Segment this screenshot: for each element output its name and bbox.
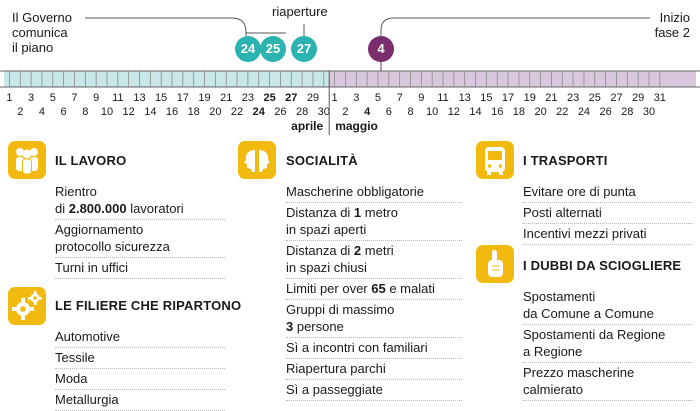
may-day-label: 29 [632,92,645,104]
faces-icon [238,141,276,179]
marker-24: 24 [235,36,261,62]
april-day-label: 6 [60,106,67,118]
list-trasporti [523,182,693,245]
may-day-label: 23 [566,92,580,104]
list-item: Mascherine obbligatorie [286,182,462,203]
list-dubbi [523,287,693,401]
section-title-socialita: SOCIALITÀ [286,153,358,168]
list-item: Incentivi mezzi privati [523,224,693,245]
april-day-label: 21 [220,92,233,104]
section-title-dubbi: I DUBBI DA SCIOGLIERE [523,258,682,273]
hand-icon [476,245,514,283]
april-day-label: 28 [295,106,309,118]
may-day-label: 19 [523,92,536,104]
april-day-label: 19 [198,92,211,104]
april-day-label: 14 [144,106,157,118]
april-day-label: 27 [285,92,298,104]
may-day-label: 6 [385,106,392,118]
april-day-label: 10 [100,106,114,118]
section-title-trasporti: I TRASPORTI [523,153,608,168]
may-day-label: 11 [437,92,449,104]
list-item: Evitare ore di punta [523,182,693,203]
may-day-label: 1 [331,92,338,104]
list-item: Metallurgia [55,390,225,411]
april-day-label: 26 [274,106,287,118]
may-day-label: 5 [374,92,382,104]
list-item: Aggiornamento protocollo sicurezza [55,220,225,258]
may-day-label: 31 [653,92,666,104]
section-title-filiere: LE FILIERE CHE RIPARTONO [55,298,242,313]
list-socialita [286,182,462,401]
may-day-label: 14 [469,106,482,118]
list-lavoro [55,182,225,279]
april-day-label: 4 [38,106,46,118]
list-item: Spostamenti da Regione a Regione [523,325,693,363]
list-item: Turni in uffici [55,258,225,279]
april-day-label: 23 [241,92,255,104]
april-day-label: 9 [93,92,100,104]
april-day-label: 12 [122,106,135,118]
april-day-label: 16 [165,106,179,118]
may-day-label: 25 [588,92,601,104]
bus-icon [476,141,514,179]
timeline [0,55,700,135]
list-item: Prezzo mascherine calmierato [523,363,693,401]
april-day-label: 13 [133,92,146,104]
may-day-label: 26 [599,106,612,118]
list-item: Tessile [55,348,225,369]
may-day-label: 17 [501,92,515,104]
may-day-label: 4 [364,106,371,118]
may-day-label: 28 [621,106,634,118]
april-day-label: 29 [306,92,320,104]
gears-icon [8,287,46,325]
marker-27: 27 [291,36,317,62]
annotation-inizio-fase-2: Inizio fase 2 [654,10,690,40]
month-label-april: aprile [291,119,324,133]
list-item: Spostamenti da Comune a Comune [523,287,693,325]
april-day-label: 5 [49,92,56,104]
april-day-label: 8 [82,106,89,118]
april-day-label: 15 [155,92,168,104]
list-item: Automotive [55,327,225,348]
april-day-label: 25 [263,92,276,104]
may-day-label: 8 [407,106,414,118]
april-day-label: 3 [28,92,35,104]
list-item: Posti alternati [523,203,693,224]
may-day-label: 9 [418,92,425,104]
may-day-label: 2 [342,106,349,118]
april-day-label: 22 [230,106,244,118]
annotation-governo: Il Governo comunica il piano [12,10,72,55]
may-day-label: 27 [610,92,623,104]
april-day-label: 11 [112,92,124,104]
may-day-label: 18 [512,106,526,118]
list-item: Sì a passeggiate [286,380,462,401]
may-day-label: 15 [480,92,493,104]
may-day-label: 24 [577,106,591,118]
may-day-label: 22 [556,106,569,118]
list-item: Gruppi di massimo 3 persone [286,300,462,338]
april-day-label: 20 [209,106,222,118]
may-day-label: 7 [396,92,403,104]
marker-4: 4 [368,36,394,62]
may-day-label: 30 [642,106,656,118]
list-item: Sì a incontri con familiari [286,338,462,359]
annotation-riaperture: riaperture [272,4,328,19]
marker-25: 25 [260,36,286,62]
month-label-may: maggio [335,119,378,133]
april-day-label: 7 [71,92,78,104]
may-day-label: 21 [545,92,558,104]
april-day-label: 2 [17,106,24,118]
list-item: Moda [55,369,225,390]
list-filiere [55,327,225,411]
april-day-label: 17 [176,92,189,104]
list-item: Limiti per over 65 e malati [286,279,462,300]
may-day-label: 20 [534,106,547,118]
april-day-label: 1 [6,92,13,104]
april-day-label: 18 [187,106,200,118]
april-day-label: 30 [317,106,330,118]
may-day-label: 10 [426,106,439,118]
april-day-label: 24 [252,106,265,118]
section-title-lavoro: IL LAVORO [55,153,127,168]
list-item: Distanza di 1 metro in spazi aperti [286,203,462,241]
may-day-label: 3 [353,92,360,104]
workers-icon [8,141,46,179]
may-day-label: 16 [491,106,504,118]
list-item: Rientro di 2.800.000 lavoratori [55,182,225,220]
list-item: Riapertura parchi [286,359,462,380]
may-bar [329,71,696,87]
may-day-label: 12 [447,106,460,118]
may-day-label: 13 [458,92,471,104]
list-item: Distanza di 2 metri in spazi chiusi [286,241,462,279]
